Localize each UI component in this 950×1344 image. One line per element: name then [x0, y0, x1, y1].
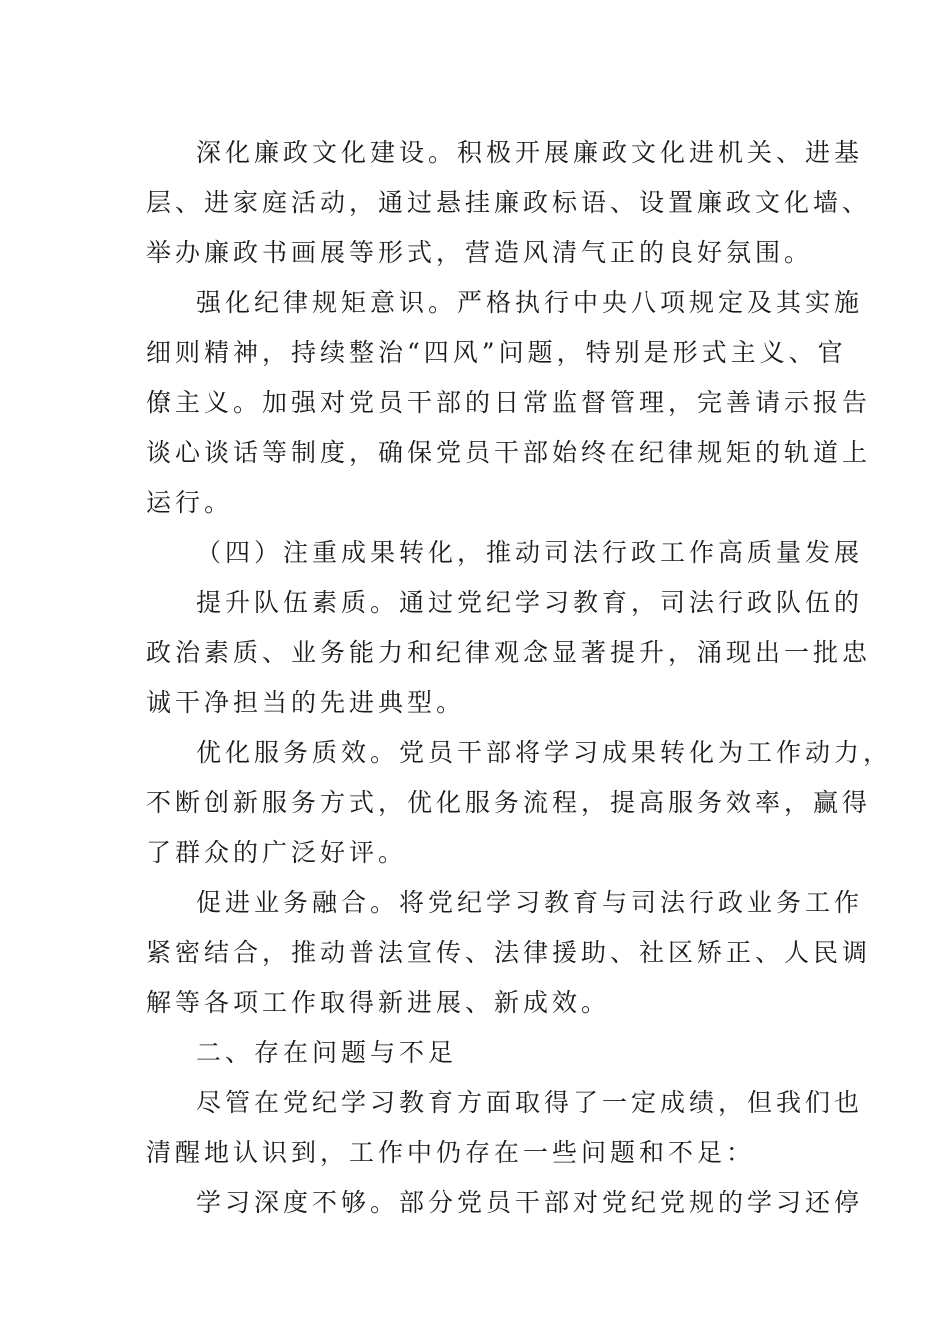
section-heading: 二、存在问题与不足: [196, 1038, 458, 1067]
paragraph-line: 层、进家庭活动，通过悬挂廉政标语、设置廉政文化墙、: [146, 188, 872, 217]
paragraph-line: 深化廉政文化建设。积极开展廉政文化进机关、进基: [196, 138, 864, 167]
paragraph-line: 强化纪律规矩意识。严格执行中央八项规定及其实施: [196, 288, 864, 317]
paragraph-line: 优化服务质效。党员干部将学习成果转化为工作动力，: [196, 738, 893, 767]
paragraph-line: 运行。: [146, 488, 234, 517]
paragraph-line: 政治素质、业务能力和纪律观念显著提升，涌现出一批忠: [146, 638, 872, 667]
paragraph-line: 尽管在党纪学习教育方面取得了一定成绩，但我们也: [196, 1088, 864, 1117]
paragraph-line: 不断创新服务方式，优化服务流程，提高服务效率，赢得: [146, 788, 872, 817]
paragraph-line: 紧密结合，推动普法宣传、法律援助、社区矫正、人民调: [146, 938, 872, 967]
paragraph-line: 提升队伍素质。通过党纪学习教育，司法行政队伍的: [196, 588, 864, 617]
paragraph-line: 僚主义。加强对党员干部的日常监督管理，完善请示报告: [146, 388, 872, 417]
paragraph-line: 了群众的广泛好评。: [146, 838, 408, 867]
paragraph-line: 谈心谈话等制度，确保党员干部始终在纪律规矩的轨道上: [146, 438, 872, 467]
paragraph-line: 细则精神，持续整治“四风”问题，特别是形式主义、官: [146, 338, 847, 367]
paragraph-line: 清醒地认识到，工作中仍存在一些问题和不足：: [146, 1138, 756, 1167]
paragraph-line: 举办廉政书画展等形式，营造风清气正的良好氛围。: [146, 238, 814, 267]
paragraph-line: 诚干净担当的先进典型。: [146, 688, 466, 717]
paragraph-line: 促进业务融合。将党纪学习教育与司法行政业务工作: [196, 888, 864, 917]
paragraph-line: 学习深度不够。部分党员干部对党纪党规的学习还停: [196, 1188, 864, 1217]
section-heading: （四）注重成果转化，推动司法行政工作高质量发展: [196, 538, 864, 567]
paragraph-line: 解等各项工作取得新进展、新成效。: [146, 988, 611, 1017]
